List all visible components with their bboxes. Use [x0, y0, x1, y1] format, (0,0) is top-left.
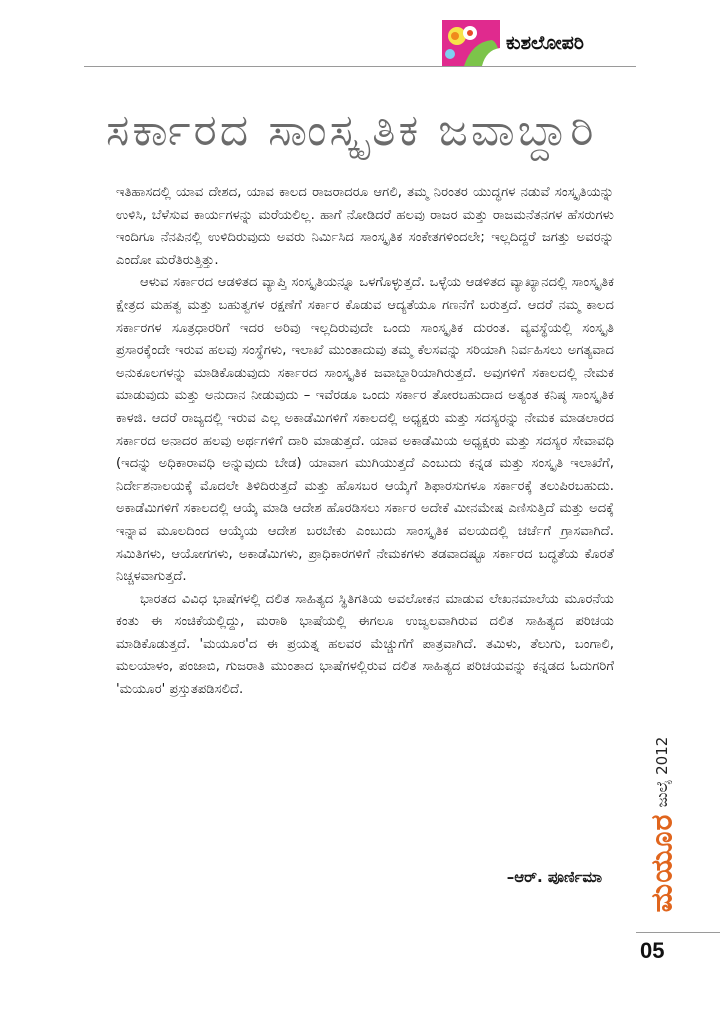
page-number: 05 — [640, 938, 665, 963]
article-paragraph: ಭಾರತದ ವಿವಿಧ ಭಾಷೆಗಳಲ್ಲಿ ದಲಿತ ಸಾಹಿತ್ಯದ ಸ್ಥಿತಿಗತಿಯ ಅವಲೋಕನ ಮಾಡುವ ಲೇಖನಮಾಲೆಯ ಮೂರನೆಯ ಕಂತು ಈ ಸಂಚಿಕೆಯಲ್ಲಿದ್ದು, ಮರಾಠಿ ಭಾಷೆಯಲ್ಲಿ ಈಗಲೂ ಉಜ್ವಲವಾಗಿರುವ ದಲಿತ ಸಾಹಿತ್ಯದ ಪರಿಚಯ ಮಾಡಿಕೊಡುತ್ತದೆ. 'ಮಯೂರ'ದ ಈ ಪ್ರಯತ್ನ ಹಲವರ ಮೆಚ್ಚುಗೆಗೆ ಪಾತ್ರವಾಗಿದೆ. ತಮಿಳು, ತೆಲುಗು, ಬಂಗಾಲಿ, ಮಲಯಾಳಂ, ಪಂಜಾಬಿ, ಗುಜರಾತಿ ಮುಂತಾದ ಭಾಷೆಗಳಲ್ಲಿರುವ ದಲಿತ ಸಾಹಿತ್ಯದ ಪರಿಚಯವನ್ನು ಕನ್ನಡದ ಓದುಗರಿಗೆ 'ಮಯೂರ' ಪ್ರಸ್ತುತಪಡಿಸಲಿದೆ. — [116, 591, 614, 698]
colorful-flower-logo-icon — [442, 20, 500, 66]
article-title: ಸರ್ಕಾರದ ಸಾಂಸ್ಕೃತಿಕ ಜವಾಬ್ದಾರಿ — [106, 105, 597, 156]
author-signature: –ಆರ್. ಪೂರ್ಣಿಮಾ — [506, 868, 602, 886]
issue-date-label: ಜುಲೈ 2012 — [653, 736, 671, 808]
header-divider — [84, 66, 636, 67]
magazine-logo — [640, 804, 684, 922]
section-title: ಕುಶಲೋಪರಿ — [506, 32, 584, 54]
footer-divider — [636, 932, 720, 933]
magazine-name: ಮಯೂರ — [644, 813, 680, 913]
issue-date — [644, 736, 680, 808]
article-body — [116, 182, 614, 702]
article-paragraph: ಇತಿಹಾಸದಲ್ಲಿ ಯಾವ ದೇಶದ, ಯಾವ ಕಾಲದ ರಾಜರಾದರೂ ಆಗಲಿ, ತಮ್ಮ ನಿರಂತರ ಯುದ್ಧಗಳ ನಡುವೆ ಸಂಸ್ಕೃತಿಯನ್ನು ಉಳಿಸಿ, ಬೆಳೆಸುವ ಕಾರ್ಯಗಳನ್ನು ಮರೆಯಲಿಲ್ಲ. ಹಾಗೆ ನೋಡಿದರೆ ಹಲವು ರಾಜರ ಮತ್ತು ರಾಜಮನೆತನಗಳ ಹೆಸರುಗಳು ಇಂದಿಗೂ ನೆನಪಿನಲ್ಲಿ ಉಳಿದಿರುವುದು ಅವರು ನಿರ್ಮಿಸಿದ ಸಾಂಸ್ಕೃತಿಕ ಸಂಕೇತಗಳಿಂದಲೇ; ಇಲ್ಲದಿದ್ದರೆ ಜಗತ್ತು ಅವರನ್ನು ಎಂದೋ ಮರೆತಿರುತ್ತಿತ್ತು. — [116, 185, 614, 268]
article-paragraph: ಆಳುವ ಸರ್ಕಾರದ ಆಡಳಿತದ ವ್ಯಾಪ್ತಿ ಸಂಸ್ಕೃತಿಯನ್ನೂ ಒಳಗೊಳ್ಳುತ್ತದೆ. ಒಳ್ಳೆಯ ಆಡಳಿತದ ವ್ಯಾಖ್ಯಾನದಲ್ಲಿ ಸಾಂಸ್ಕೃತಿಕ ಕ್ಷೇತ್ರದ ಮಹತ್ವ ಮತ್ತು ಬಹುತ್ವಗಳ ರಕ್ಷಣೆಗೆ ಸರ್ಕಾರ ಕೊಡುವ ಆದ್ಯತೆಯೂ ಗಣನೆಗೆ ಬರುತ್ತದೆ. ಆದರೆ ನಮ್ಮ ಕಾಲದ ಸರ್ಕಾರಗಳ ಸೂತ್ರಧಾರರಿಗೆ ಇದರ ಅರಿವು ಇಲ್ಲದಿರುವುದೇ ಒಂದು ಸಾಂಸ್ಕೃತಿಕ ದುರಂತ. ವ್ಯವಸ್ಥೆಯಲ್ಲಿ ಸಂಸ್ಕೃತಿ ಪ್ರಸಾರಕ್ಕೆಂದೇ ಇರುವ ಹಲವು ಸಂಸ್ಥೆಗಳು, ಇಲಾಖೆ ಮುಂತಾದುವು ತಮ್ಮ ಕೆಲಸವನ್ನು ಸರಿಯಾಗಿ ನಿರ್ವಹಿಸಲು ಅಗತ್ಯವಾದ ಅನುಕೂಲಗಳನ್ನು ಮಾಡಿಕೊಡುವುದು ಸರ್ಕಾರದ ಸಾಂಸ್ಕೃತಿಕ ಜವಾಬ್ದಾರಿಯಾಗಿರುತ್ತದೆ. ಅವುಗಳಿಗೆ ಸಕಾಲದಲ್ಲಿ ನೇಮಕ ಮಾಡುವುದು ಮತ್ತು ಅನುದಾನ ನೀಡುವುದು – ಇವೆರಡೂ ಒಂದು ಸರ್ಕಾರ ತೋರಬಹುದಾದ ಅತ್ಯಂತ ಕನಿಷ್ಠ ಸಾಂಸ್ಕೃತಿಕ ಕಾಳಜಿ. ಆದರೆ ರಾಜ್ಯದಲ್ಲಿ ಇರುವ ಎಲ್ಲ ಅಕಾಡೆಮಿಗಳಿಗೆ ಸಕಾಲದಲ್ಲಿ ಅಧ್ಯಕ್ಷರು ಮತ್ತು ಸದಸ್ಯರನ್ನು ನೇಮಕ ಮಾಡಲಾರದ ಸರ್ಕಾರದ ಅನಾದರ ಹಲವು ಅರ್ಥಗಳಿಗೆ ದಾರಿ ಮಾಡುತ್ತದೆ. ಯಾವ ಅಕಾಡೆಮಿಯ ಅಧ್ಯಕ್ಷರು ಮತ್ತು ಸದಸ್ಯರ ಸೇವಾವಧಿ (ಇದನ್ನು ಅಧಿಕಾರಾವಧಿ ಅನ್ನುವುದು ಬೇಡ) ಯಾವಾಗ ಮುಗಿಯುತ್ತದೆ ಎಂಬುದು ಕನ್ನಡ ಮತ್ತು ಸಂಸ್ಕೃತಿ ಇಲಾಖೆಗೆ, ನಿರ್ದೇಶನಾಲಯಕ್ಕೆ ಮೊದಲೇ ತಿಳಿದಿರುತ್ತದೆ ಮತ್ತು ಹೊಸಬರ ಆಯ್ಕೆಗೆ ಶಿಫಾರಸುಗಳೂ ಸರ್ಕಾರಕ್ಕೆ ತಲುಪಿರಬಹುದು. ಅಕಾಡೆಮಿಗಳಿಗೆ ಸಕಾಲದಲ್ಲಿ ಆಯ್ಕೆ ಮಾಡಿ ಆದೇಶ ಹೊರಡಿಸಲು ಸರ್ಕಾರ ಅದೇಕೆ ಮೀನಮೇಷ ಎಣಿಸುತ್ತಿದೆ ಮತ್ತು ಅದಕ್ಕೆ ಇನ್ನಾವ ಮೂಲದಿಂದ ಆಯ್ಕೆಯ ಆದೇಶ ಬರಬೇಕು ಎಂಬುದು ಸಾಂಸ್ಕೃತಿಕ ವಲಯದಲ್ಲಿ ಚರ್ಚೆಗೆ ಗ್ರಾಸವಾಗಿದೆ. ಸಮಿತಿಗಳು, ಆಯೋಗಗಳು, ಅಕಾಡೆಮಿಗಳು, ಪ್ರಾಧಿಕಾರಗಳಿಗೆ ನೇಮಕಗಳು ತಡವಾದಷ್ಟೂ ಸರ್ಕಾರದ ಬದ್ಧತೆಯ ಕೊರತೆ ನಿಚ್ಚಳವಾಗುತ್ತದೆ. — [116, 275, 614, 585]
